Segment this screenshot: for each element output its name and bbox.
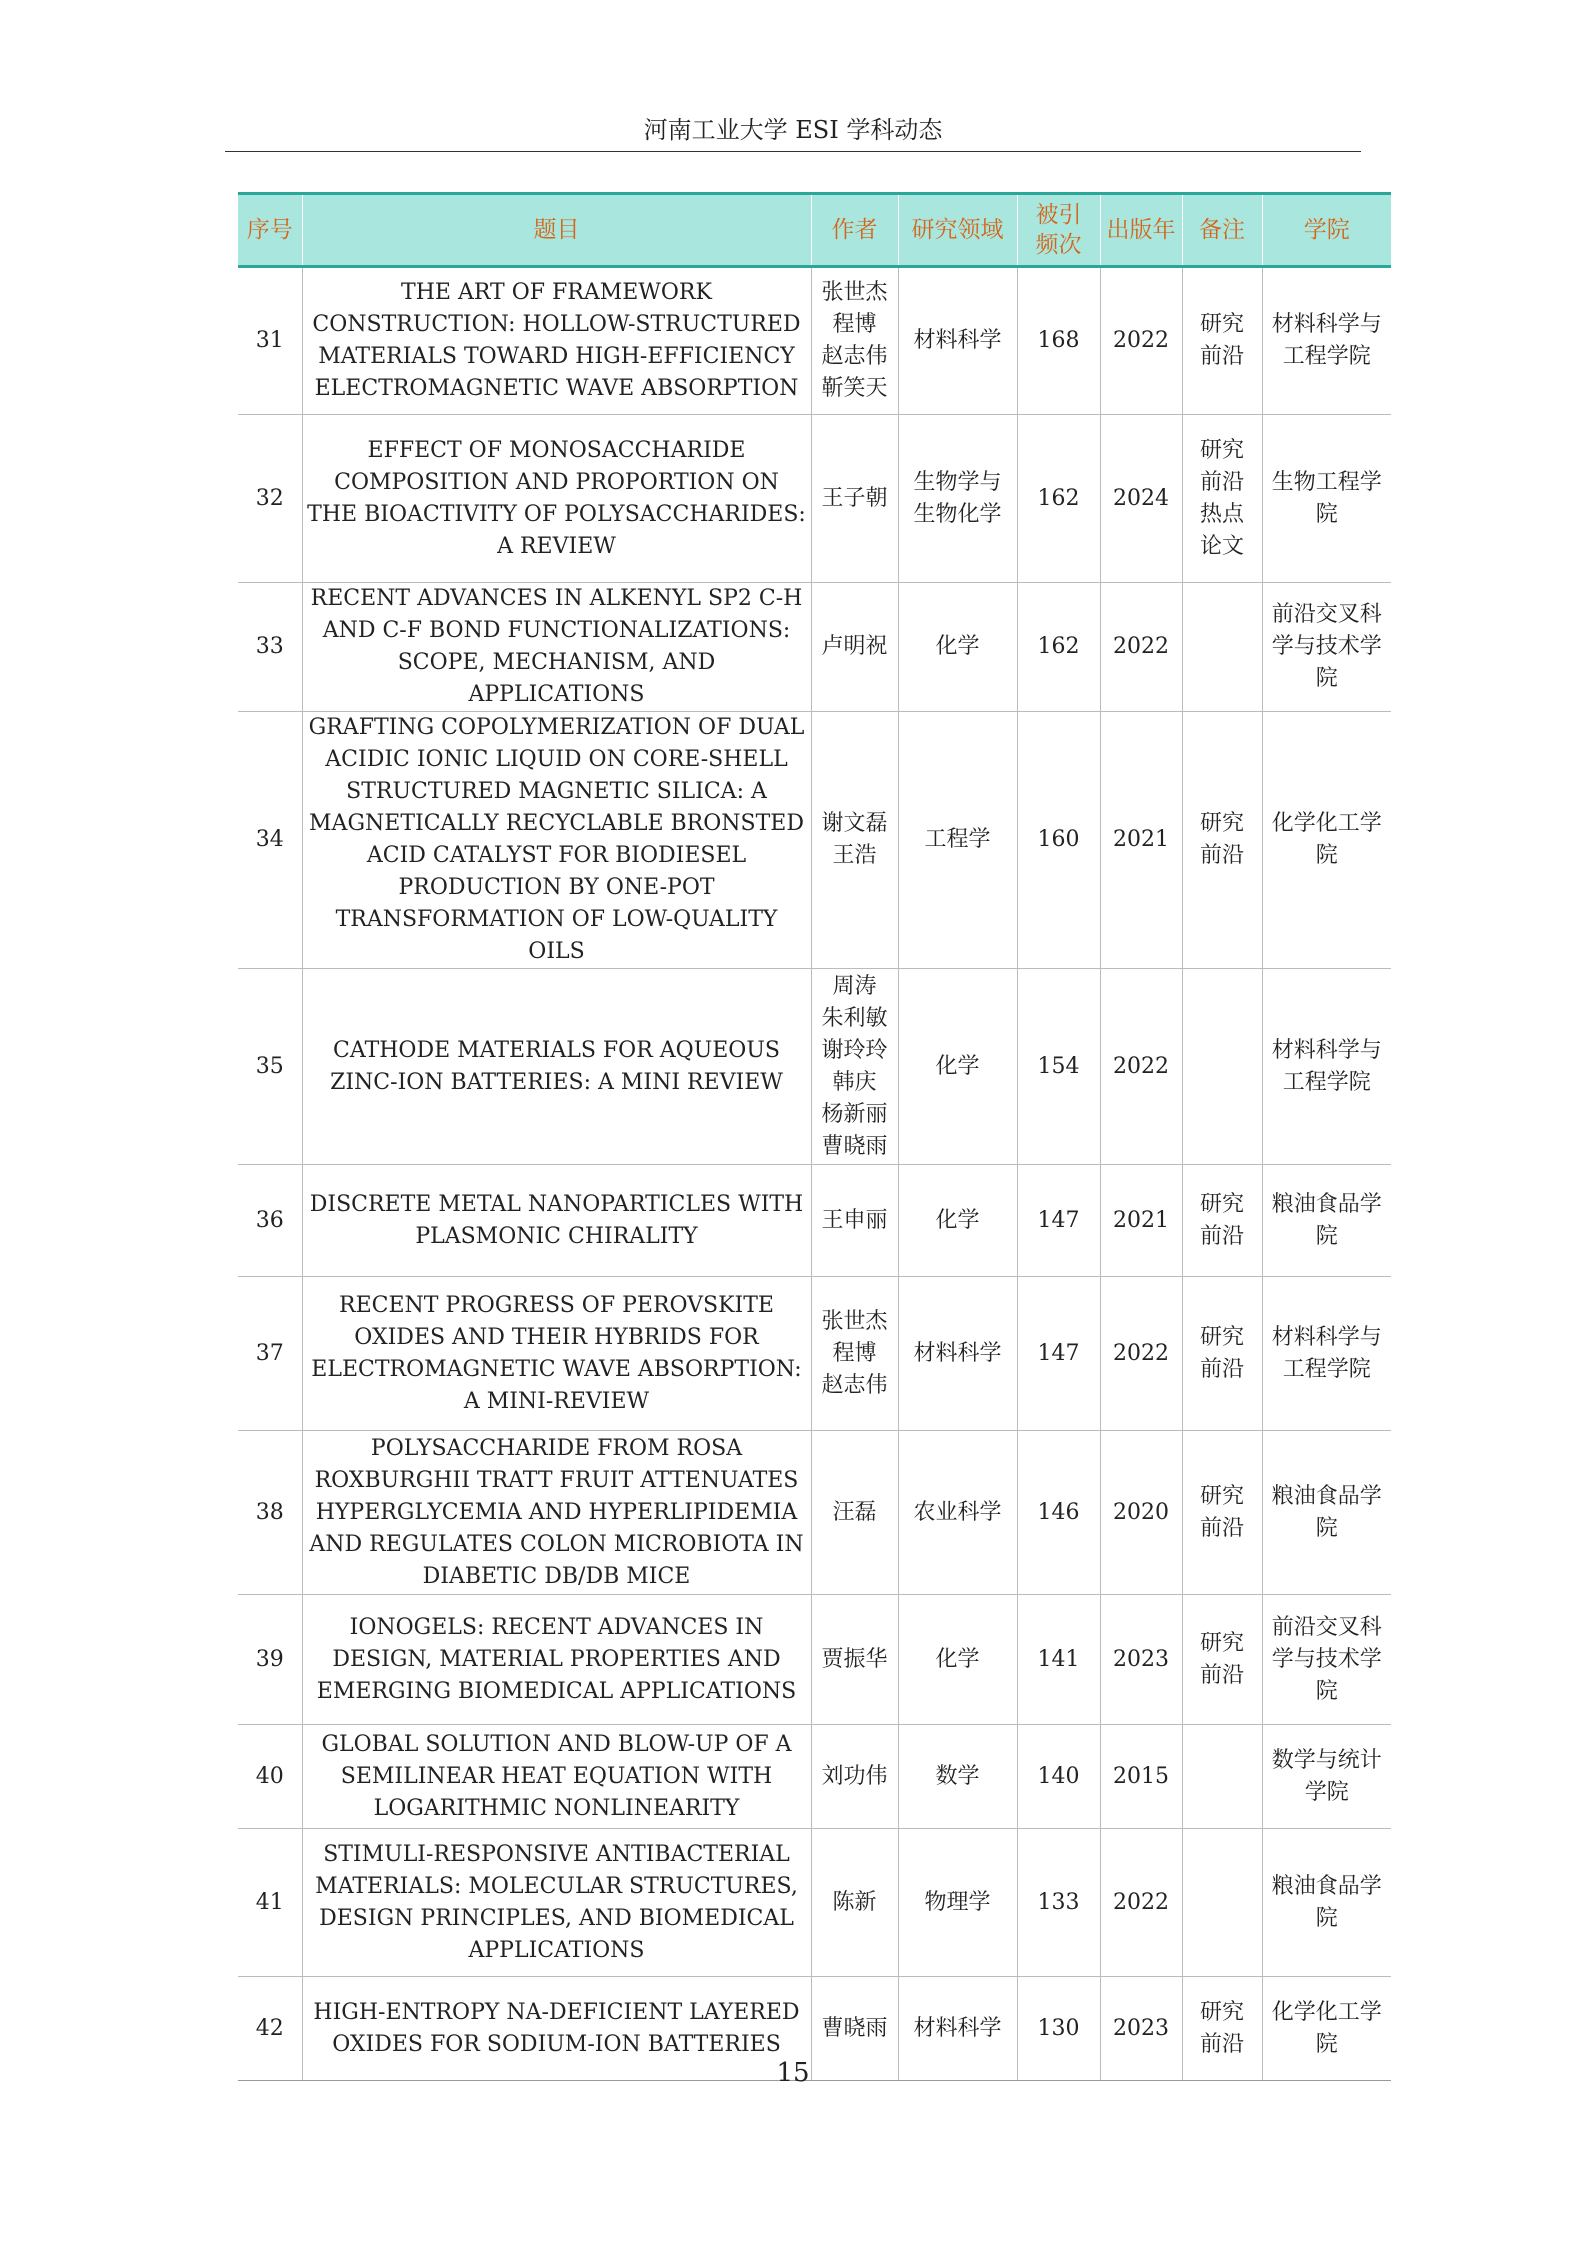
- author-name: 赵志伟: [821, 344, 888, 369]
- column-header-note: 备注: [1182, 194, 1262, 267]
- note-cell: 研究前沿: [1182, 1431, 1262, 1595]
- publication-year-cell: 2021: [1100, 712, 1182, 969]
- note-cell: [1182, 1725, 1262, 1829]
- column-header-year: 出版年: [1100, 194, 1182, 267]
- note-cell: [1182, 1829, 1262, 1977]
- author-name: 陈新: [832, 1889, 877, 1915]
- publication-year-cell: 2015: [1100, 1725, 1182, 1829]
- author-name: 赵志伟: [821, 1372, 888, 1398]
- author-name: 卢明祝: [821, 634, 888, 659]
- publication-year-cell: 2023: [1100, 1595, 1182, 1725]
- research-field-cell: 材料科学: [898, 1277, 1017, 1431]
- table-row: [238, 712, 1391, 969]
- note-cell: 研究前沿热点论文: [1182, 415, 1262, 583]
- table-row: [238, 1165, 1391, 1277]
- research-field-cell: 材料科学: [898, 1977, 1017, 2081]
- column-header-title: 题目: [302, 194, 811, 267]
- table-row: [238, 1725, 1391, 1829]
- publication-year-cell: 2022: [1100, 583, 1182, 712]
- column-header-field: 研究领域: [898, 194, 1017, 267]
- authors-cell: [811, 583, 898, 712]
- note-cell: [1182, 583, 1262, 712]
- page-number: 15: [776, 2058, 810, 2088]
- citation-count-cell: 147: [1017, 1165, 1100, 1277]
- note-cell: 研究前沿: [1182, 1977, 1262, 2081]
- row-number-cell: 41: [238, 1829, 302, 1977]
- citation-count-cell: 140: [1017, 1725, 1100, 1829]
- author-name: 张世杰: [821, 280, 888, 305]
- author-name: 曹晓雨: [821, 1133, 888, 1159]
- author-name: 杨新丽: [821, 1101, 888, 1127]
- row-number-cell: 32: [238, 415, 302, 583]
- row-number-cell: 36: [238, 1165, 302, 1277]
- publication-year-cell: 2020: [1100, 1431, 1182, 1595]
- research-field-cell: 工程学: [898, 712, 1017, 969]
- research-field-cell: 化学: [898, 1165, 1017, 1277]
- author-name: 周涛: [832, 973, 877, 999]
- table-row: [238, 1431, 1391, 1595]
- paper-title-cell: STIMULI-RESPONSIVE ANTIBACTERIAL MATERIALS: MOLECULAR STRUCTURES, DESIGN PRINCIPLES, AND BIOMEDICAL APPLICATIONS: [302, 1829, 811, 1977]
- authors-cell: [811, 1431, 898, 1595]
- college-cell: 化学化工学院: [1262, 1977, 1391, 2081]
- authors-cell: [811, 1595, 898, 1725]
- research-field-cell: 化学: [898, 1595, 1017, 1725]
- publication-year-cell: 2024: [1100, 415, 1182, 583]
- column-header-citations-text: 被引频次: [1035, 202, 1082, 258]
- publication-year-cell: 2022: [1100, 1829, 1182, 1977]
- authors-cell: [811, 415, 898, 583]
- paper-title-cell: GRAFTING COPOLYMERIZATION OF DUAL ACIDIC IONIC LIQUID ON CORE-SHELL STRUCTURED MAGNETIC SILICA: A MAGNETICALLY RECYCLABLE BRONSTED ACID CATALYST FOR BIODIESEL PRODUCTION BY ONE-POT TRANSFORMATION OF LOW-QUALITY OILS: [302, 712, 811, 969]
- row-number-cell: 39: [238, 1595, 302, 1725]
- author-name: 汪磊: [832, 1499, 877, 1525]
- paper-title-cell: POLYSACCHARIDE FROM ROSA ROXBURGHII TRATT FRUIT ATTENUATES HYPERGLYCEMIA AND HYPERLIPIDEMIA AND REGULATES COLON MICROBIOTA IN DIABETIC DB/DB MICE: [302, 1431, 811, 1595]
- note-cell: [1182, 969, 1262, 1165]
- row-number-cell: 42: [238, 1977, 302, 2081]
- authors-cell: [811, 1277, 898, 1431]
- citation-count-cell: 146: [1017, 1431, 1100, 1595]
- college-cell: 前沿交叉科学与技术学院: [1262, 1595, 1391, 1725]
- citation-count-cell: 162: [1017, 583, 1100, 712]
- author-name: 程博: [832, 1340, 877, 1366]
- authors-cell: [811, 712, 898, 969]
- row-number-cell: 40: [238, 1725, 302, 1829]
- row-number-cell: 31: [238, 267, 302, 415]
- authors-cell: [811, 267, 898, 415]
- college-cell: 材料科学与工程学院: [1262, 267, 1391, 415]
- table-row: [238, 1277, 1391, 1431]
- author-name: 靳笑天: [821, 376, 888, 401]
- research-field-cell: 生物学与生物化学: [898, 415, 1017, 583]
- authors-cell: [811, 1725, 898, 1829]
- paper-title-cell: THE ART OF FRAMEWORK CONSTRUCTION: HOLLOW-STRUCTURED MATERIALS TOWARD HIGH-EFFICIENCY ELECTROMAGNETIC WAVE ABSORPTION: [302, 267, 811, 415]
- research-field-cell: 物理学: [898, 1829, 1017, 1977]
- note-cell: 研究前沿: [1182, 712, 1262, 969]
- citation-count-cell: 162: [1017, 415, 1100, 583]
- esi-paper-table: [238, 192, 1391, 2081]
- paper-title-cell: GLOBAL SOLUTION AND BLOW-UP OF A SEMILINEAR HEAT EQUATION WITH LOGARITHMIC NONLINEARITY: [302, 1725, 811, 1829]
- table-header: [238, 194, 1391, 267]
- author-name: 刘功伟: [821, 1763, 888, 1789]
- column-header-author: 作者: [811, 194, 898, 267]
- column-header-citations: [1017, 194, 1100, 267]
- table-row: [238, 1829, 1391, 1977]
- citation-count-cell: 160: [1017, 712, 1100, 969]
- paper-title-cell: EFFECT OF MONOSACCHARIDE COMPOSITION AND PROPORTION ON THE BIOACTIVITY OF POLYSACCHARIDES: A REVIEW: [302, 415, 811, 583]
- authors-cell: [811, 1829, 898, 1977]
- author-name: 朱利敏: [821, 1005, 888, 1031]
- research-field-cell: 化学: [898, 583, 1017, 712]
- publication-year-cell: 2023: [1100, 1977, 1182, 2081]
- table-row: [238, 1595, 1391, 1725]
- row-number-cell: 38: [238, 1431, 302, 1595]
- citation-count-cell: 168: [1017, 267, 1100, 415]
- author-name: 程博: [832, 312, 877, 337]
- publication-year-cell: 2022: [1100, 1277, 1182, 1431]
- paper-title-cell: IONOGELS: RECENT ADVANCES IN DESIGN, MATERIAL PROPERTIES AND EMERGING BIOMEDICAL APPLICATIONS: [302, 1595, 811, 1725]
- paper-title-cell: HIGH-ENTROPY NA-DEFICIENT LAYERED OXIDES FOR SODIUM-ION BATTERIES: [302, 1977, 811, 2081]
- publication-year-cell: 2022: [1100, 969, 1182, 1165]
- college-cell: 材料科学与工程学院: [1262, 1277, 1391, 1431]
- column-header-college: 学院: [1262, 194, 1391, 267]
- note-cell: 研究前沿: [1182, 1277, 1262, 1431]
- citation-count-cell: 147: [1017, 1277, 1100, 1431]
- paper-title-cell: CATHODE MATERIALS FOR AQUEOUS ZINC-ION BATTERIES: A MINI REVIEW: [302, 969, 811, 1165]
- authors-cell: [811, 1165, 898, 1277]
- author-name: 韩庆: [832, 1069, 877, 1095]
- citation-count-cell: 141: [1017, 1595, 1100, 1725]
- author-name: 谢玲玲: [821, 1037, 888, 1063]
- research-field-cell: 化学: [898, 969, 1017, 1165]
- table-row: [238, 969, 1391, 1165]
- table-row: [238, 583, 1391, 712]
- table-row: [238, 267, 1391, 415]
- esi-paper-table-container: [238, 192, 1391, 2081]
- citation-count-cell: 130: [1017, 1977, 1100, 2081]
- note-cell: 研究前沿: [1182, 1165, 1262, 1277]
- publication-year-cell: 2022: [1100, 267, 1182, 415]
- row-number-cell: 33: [238, 583, 302, 712]
- note-cell: 研究前沿: [1182, 267, 1262, 415]
- author-name: 王子朝: [821, 485, 888, 511]
- college-cell: 材料科学与工程学院: [1262, 969, 1391, 1165]
- author-name: 贾振华: [821, 1646, 888, 1672]
- author-name: 王申丽: [821, 1207, 888, 1233]
- paper-title-cell: RECENT PROGRESS OF PEROVSKITE OXIDES AND THEIR HYBRIDS FOR ELECTROMAGNETIC WAVE ABSORPTION: A MINI-REVIEW: [302, 1277, 811, 1431]
- table-row: [238, 415, 1391, 583]
- college-cell: 前沿交叉科学与技术学院: [1262, 583, 1391, 712]
- college-cell: 生物工程学院: [1262, 415, 1391, 583]
- college-cell: 粮油食品学院: [1262, 1431, 1391, 1595]
- research-field-cell: 数学: [898, 1725, 1017, 1829]
- college-cell: 粮油食品学院: [1262, 1165, 1391, 1277]
- author-name: 曹晓雨: [821, 2015, 888, 2041]
- authors-cell: [811, 969, 898, 1165]
- college-cell: 化学化工学院: [1262, 712, 1391, 969]
- college-cell: 数学与统计学院: [1262, 1725, 1391, 1829]
- publication-year-cell: 2021: [1100, 1165, 1182, 1277]
- author-name: 谢文磊: [821, 811, 888, 836]
- paper-title-cell: RECENT ADVANCES IN ALKENYL SP2 C-H AND C-F BOND FUNCTIONALIZATIONS: SCOPE, MECHANISM, AND APPLICATIONS: [302, 583, 811, 712]
- citation-count-cell: 133: [1017, 1829, 1100, 1977]
- table-body: [238, 267, 1391, 2081]
- page-header: [225, 112, 1361, 152]
- author-name: 王浩: [832, 843, 877, 868]
- column-header-number: 序号: [238, 194, 302, 267]
- row-number-cell: 34: [238, 712, 302, 969]
- table-header-row: [238, 194, 1391, 267]
- row-number-cell: 37: [238, 1277, 302, 1431]
- author-name: 张世杰: [821, 1308, 888, 1334]
- college-cell: 粮油食品学院: [1262, 1829, 1391, 1977]
- research-field-cell: 材料科学: [898, 267, 1017, 415]
- paper-title-cell: DISCRETE METAL NANOPARTICLES WITH PLASMONIC CHIRALITY: [302, 1165, 811, 1277]
- note-cell: 研究前沿: [1182, 1595, 1262, 1725]
- research-field-cell: 农业科学: [898, 1431, 1017, 1595]
- row-number-cell: 35: [238, 969, 302, 1165]
- page-header-title: 河南工业大学 ESI 学科动态: [643, 116, 943, 144]
- citation-count-cell: 154: [1017, 969, 1100, 1165]
